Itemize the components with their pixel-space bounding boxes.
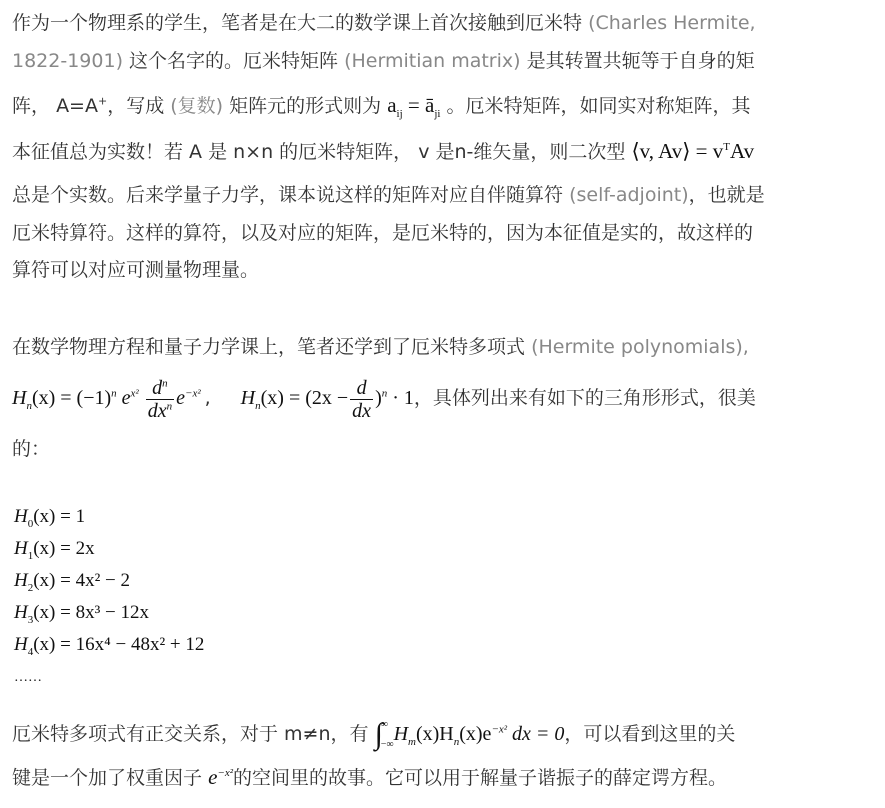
h3-h: H: [14, 602, 28, 623]
p1-line-1: [12, 11, 756, 35]
f2-h: H: [240, 387, 256, 409]
f1-num-d: d: [152, 376, 163, 399]
p3-line-1: [12, 718, 735, 751]
f1-fraction: [146, 377, 174, 422]
f1-den-dx: dx: [147, 399, 167, 422]
p1-l3-complex: (复数): [170, 95, 224, 117]
p1-line-3: [12, 93, 751, 121]
h1-h: H: [14, 538, 28, 559]
h3-rest: (x) = 8x³ − 12x: [33, 602, 150, 623]
p1-line-6: [12, 221, 753, 245]
quadratic-form-right: Av: [730, 139, 755, 163]
rodrigues-formula: [12, 376, 201, 422]
p1-l2-text2: 是其转置共轭等于自身的矩: [526, 50, 755, 72]
f1-sup: n: [111, 387, 117, 400]
h1-rest: (x) = 2x: [33, 538, 95, 559]
p1-l7-text: 算符可以对应可测量物理量。: [12, 259, 260, 281]
f1-mid: (x) = (−1): [31, 387, 112, 409]
operator-formula: [240, 376, 414, 422]
p1-l4-text: 本征值总为实数！若 A 是 n×n 的厄米特矩阵，: [12, 141, 413, 163]
polynomial-h0: [14, 505, 85, 529]
integral-sign: ∫: [374, 717, 383, 751]
p1-l4-text2: v 是n-维矢量，则二次型: [418, 141, 626, 163]
p1-l5-text2: ，也就是: [688, 184, 765, 206]
f2-fraction: [350, 377, 373, 422]
f2-end: ): [375, 387, 382, 409]
polynomial-h3: [14, 601, 149, 625]
quadratic-form-left: ⟨v, Av⟩ = v: [631, 139, 724, 163]
h1-sub: 1: [27, 549, 34, 562]
f2-h-sub: n: [255, 400, 261, 412]
p3-line-2: [12, 762, 727, 793]
f2-mid: (x) = (2x −: [260, 387, 349, 409]
transpose-sup: T: [723, 141, 731, 153]
a-ij-sub: ij: [396, 108, 403, 121]
f1-e2: e: [176, 387, 186, 409]
matrix-element-formula: [387, 93, 441, 121]
orthogonality-integral: [374, 717, 565, 751]
h4-h: H: [14, 634, 28, 655]
p2-l2-text: ，具体列出来有如下的三角形形式，很美: [413, 387, 756, 409]
p1-l6-text: 厄米特算符。这样的算符，以及对应的矩阵，是厄米特的，因为本征值是实的，故这样的: [12, 222, 754, 244]
p1-l5-text: 总是个实数。后来学量子力学，课本说这样的矩阵对应自伴随算符: [12, 184, 564, 206]
p1-l2-term-en: (Hermitian matrix): [344, 50, 521, 72]
a-ji-sub: ji: [434, 108, 441, 121]
polynomial-h2: [14, 569, 130, 593]
p1-line-4: [12, 139, 754, 164]
a-ji-bar: ā: [425, 93, 435, 117]
h2-sub: 2: [27, 581, 34, 594]
integral-mid: (x)H: [415, 723, 454, 745]
p2-line-1: [12, 335, 749, 359]
h2-rest: (x) = 4x² − 2: [33, 570, 131, 591]
hermitian-def: [56, 95, 107, 117]
h0-h: H: [14, 506, 28, 527]
formula-separator: ,: [204, 387, 211, 409]
p1-l1-name-en: (Charles Hermite,: [588, 12, 756, 34]
p1-line-2: [12, 49, 755, 73]
h2-h: H: [14, 570, 28, 591]
integral-limits: [381, 719, 394, 751]
polynomial-h4: [14, 633, 204, 657]
p3-l2-text2: 的空间里的故事。它可以用于解量子谐振子的薛定谔方程。: [233, 767, 728, 789]
quadratic-form: [631, 139, 754, 163]
f1-e2-sup: −x²: [185, 387, 201, 400]
weight-e-sup: −x²: [217, 767, 233, 779]
integral-lower: −∞: [380, 738, 394, 750]
equals: =: [407, 93, 420, 117]
f1-e-sup: x²: [130, 387, 139, 400]
p3-l2-text: 键是一个加了权重因子: [12, 767, 203, 789]
p3-l1-text2: ，可以看到这里的关: [564, 723, 736, 745]
hermitian-def-base: A=A: [56, 95, 98, 117]
integral-upper: ∞: [380, 718, 388, 730]
p1-l3-text: 阵，: [12, 95, 51, 117]
integral-h-m: H: [393, 723, 409, 745]
integral-mid2: (x)e: [459, 723, 492, 745]
polynomial-h1: [14, 537, 95, 561]
f1-e: e: [121, 387, 131, 409]
p1-l2-years: 1822-1901): [12, 50, 123, 72]
p2-l1-text: 在数学物理方程和量子力学课上，笔者还学到了厄米特多项式: [12, 336, 526, 358]
a-ij: a: [387, 93, 397, 117]
p1-l1-text: 作为一个物理系的学生，笔者是在大二的数学课上首次接触到厄米特: [12, 12, 583, 34]
p1-line-7: [12, 258, 259, 282]
h4-rest: (x) = 16x⁴ − 48x² + 12: [33, 634, 205, 655]
p3-l1-text: 厄米特多项式有正交关系，对于 m≠n，有: [12, 723, 369, 745]
integral-sub-n: n: [453, 736, 460, 748]
h4-sub: 4: [27, 645, 34, 658]
f1-frac-den: [146, 399, 174, 422]
polynomial-ellipsis: ……: [14, 670, 42, 685]
f1-h-sub: n: [26, 400, 32, 412]
f2-sup: n: [381, 387, 388, 400]
h3-sub: 3: [27, 613, 34, 626]
p2-l1-term-en: (Hermite polynomials),: [531, 336, 749, 358]
f2-frac-num: d: [356, 376, 367, 399]
f1-den-sup: n: [166, 400, 173, 413]
p2-line-2: [12, 376, 756, 424]
integral-e-sup: −x²: [491, 723, 508, 736]
p1-l5-self-adjoint: (self-adjoint): [569, 184, 689, 206]
h0-rest: (x) = 1: [33, 506, 86, 527]
h0-sub: 0: [27, 517, 34, 530]
integral-sub-m: m: [408, 736, 416, 748]
weight-factor: [208, 765, 233, 789]
f1-h: H: [12, 387, 27, 409]
hermitian-def-sup: +: [97, 94, 108, 108]
p1-l3-text3: 矩阵元的形式则为: [229, 95, 382, 117]
p2-l3-text: 的：: [12, 438, 51, 460]
p1-l2-text: 这个名字的。厄米特矩阵: [129, 50, 339, 72]
f1-num-sup: n: [162, 377, 168, 390]
f2-dot-one: · 1: [392, 387, 414, 409]
integral-end: dx = 0: [512, 723, 565, 745]
weight-e: e: [208, 765, 218, 789]
p2-line-3: [12, 437, 50, 461]
f2-frac-den: dx: [352, 399, 372, 422]
p1-l3-text2: ，写成: [107, 95, 165, 117]
p1-line-5: [12, 183, 765, 207]
p1-l3-text4: 。厄米特矩阵，如同实对称矩阵，其: [446, 95, 751, 117]
f1-frac-num: [146, 377, 174, 399]
